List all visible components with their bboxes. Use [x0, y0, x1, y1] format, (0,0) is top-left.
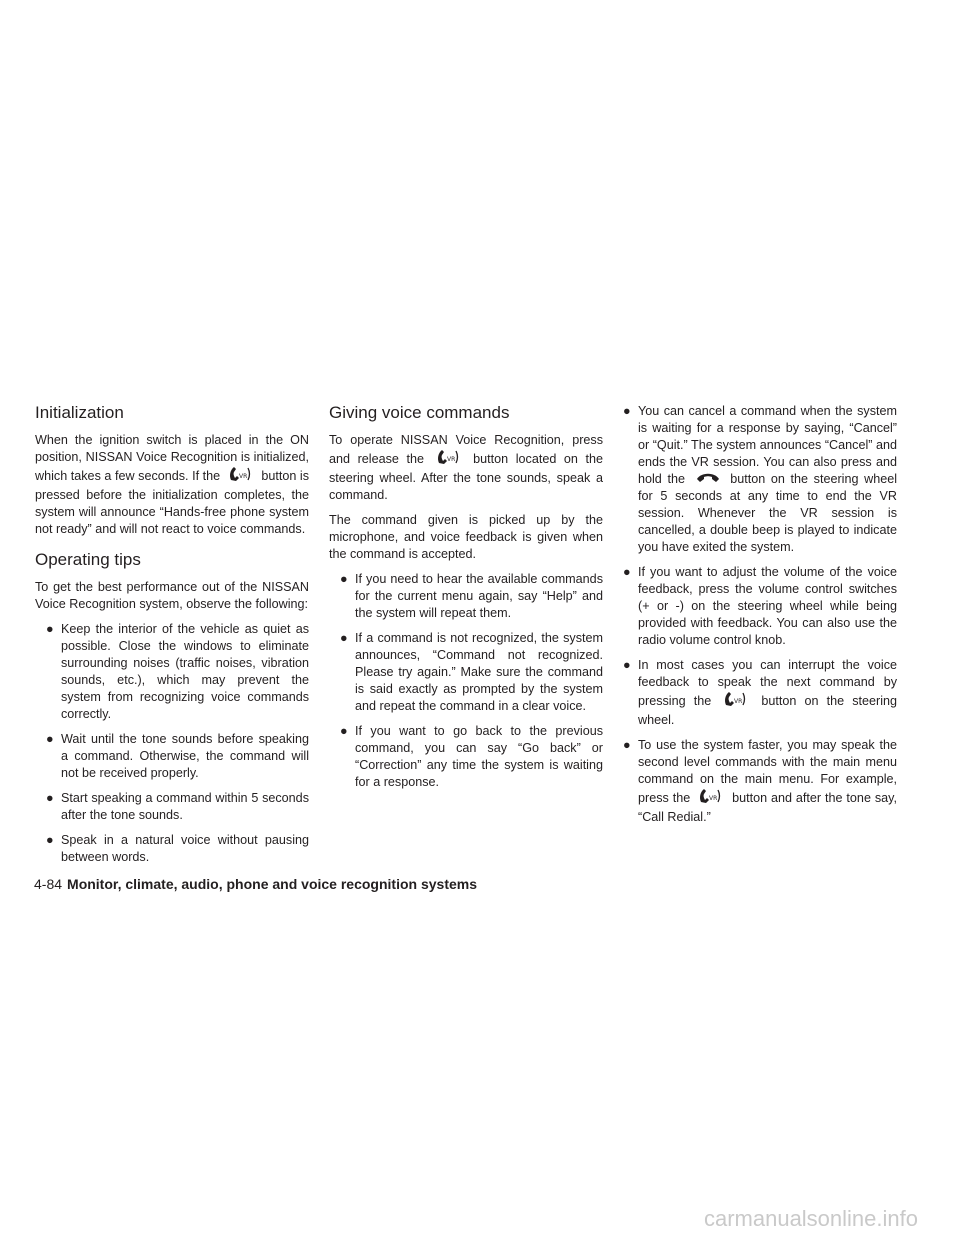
page-footer: [34, 876, 477, 892]
paragraph-tips-intro: To get the best performance out of the NISSAN Voice Recognition system, observe the following:: [35, 580, 309, 611]
column-middle: [329, 403, 603, 799]
list-item: ● If a command is not recognized, the system announces, “Command not recognized. Please try again.” Make sure the command is said exactly as prompted by the system and repeat the command in a clear voice.: [340, 631, 603, 713]
list-item: ● Wait until the tone sounds before speaking a command. Otherwise, the command will not be received properly.: [46, 732, 309, 780]
paragraph-feedback: The command given is picked up by the microphone, and voice feedback is given when the command is accepted.: [329, 513, 603, 561]
paragraph-initialization: When the ignition switch is placed in the ON position, NISSAN Voice Recognition is initialized, which takes a few seconds. If the VR button is pressed before the initialization completes, the system will announce “Hands-free phone system not ready” and will not react to voice commands.: [35, 433, 310, 536]
tips-list: [35, 621, 309, 866]
list-item: ● If you want to go back to the previous command, you can say “Go back” or “Correction” any time the system is waiting for a response.: [340, 724, 603, 789]
list-item: ● If you want to adjust the volume of the voice feedback, press the volume control switches (+ or -) on the steering wheel while being provided with feedback. You can also use the radio volume control knob.: [623, 565, 897, 648]
phone-talk-icon: [228, 466, 254, 487]
list-item: ● To use the system faster, you may speak the second level commands with the main menu command on the main menu. For example, press the VR button and after the tone say, “Call Redial.”: [623, 738, 898, 825]
list-item: ● Speak in a natural voice without pausing between words.: [46, 833, 309, 864]
section-title: Monitor, climate, audio, phone and voice recognition systems: [67, 876, 477, 892]
list-item: ● Keep the interior of the vehicle as quiet as possible. Close the windows to eliminate surrounding noises (traffic noises, vibration sounds, etc.), which may prevent the system from recognizing voice commands correctly.: [46, 622, 309, 721]
phone-hangup-icon: [695, 471, 721, 488]
svg-text:VR: VR: [709, 795, 718, 803]
right-list: [623, 403, 897, 826]
column-right: [623, 403, 897, 834]
list-item: ● Start speaking a command within 5 seconds after the tone sounds.: [46, 791, 309, 822]
phone-talk-icon: [698, 788, 724, 809]
page-number: 4-84: [34, 876, 63, 892]
list-item: ● You can cancel a command when the system is waiting for a response by saying, “Cancel” or “Quit.” The system announces “Cancel” and ends the VR session. You can also press and hold the button on the steering wheel for 5 seconds at any time to end the VR session. Whenever the VR session is cancelled, a double beep is played to indicate you have exited the system.: [623, 404, 898, 555]
phone-talk-icon: [723, 691, 749, 712]
phone-talk-icon: [436, 449, 462, 470]
column-left: [35, 403, 309, 874]
heading-giving-voice-commands: Giving voice commands: [329, 403, 510, 422]
voice-list: [329, 571, 603, 791]
heading-operating-tips: Operating tips: [35, 550, 141, 569]
svg-text:VR: VR: [446, 456, 455, 463]
heading-initialization: Initialization: [35, 403, 124, 422]
svg-text:VR: VR: [734, 698, 743, 706]
watermark: carmanualsonline.info: [703, 1206, 918, 1231]
list-item: ● In most cases you can interrupt the voice feedback to speak the next command by pressing the VR button on the steering wheel.: [623, 658, 897, 728]
paragraph-operate: To operate NISSAN Voice Recognition, press and release the VR button located on the steering wheel. After the tone sounds, speak a command.: [329, 433, 604, 502]
svg-text:VR: VR: [238, 473, 248, 480]
list-item: ● If you need to hear the available commands for the current menu again, say “Help” and the system will repeat them.: [340, 572, 603, 620]
